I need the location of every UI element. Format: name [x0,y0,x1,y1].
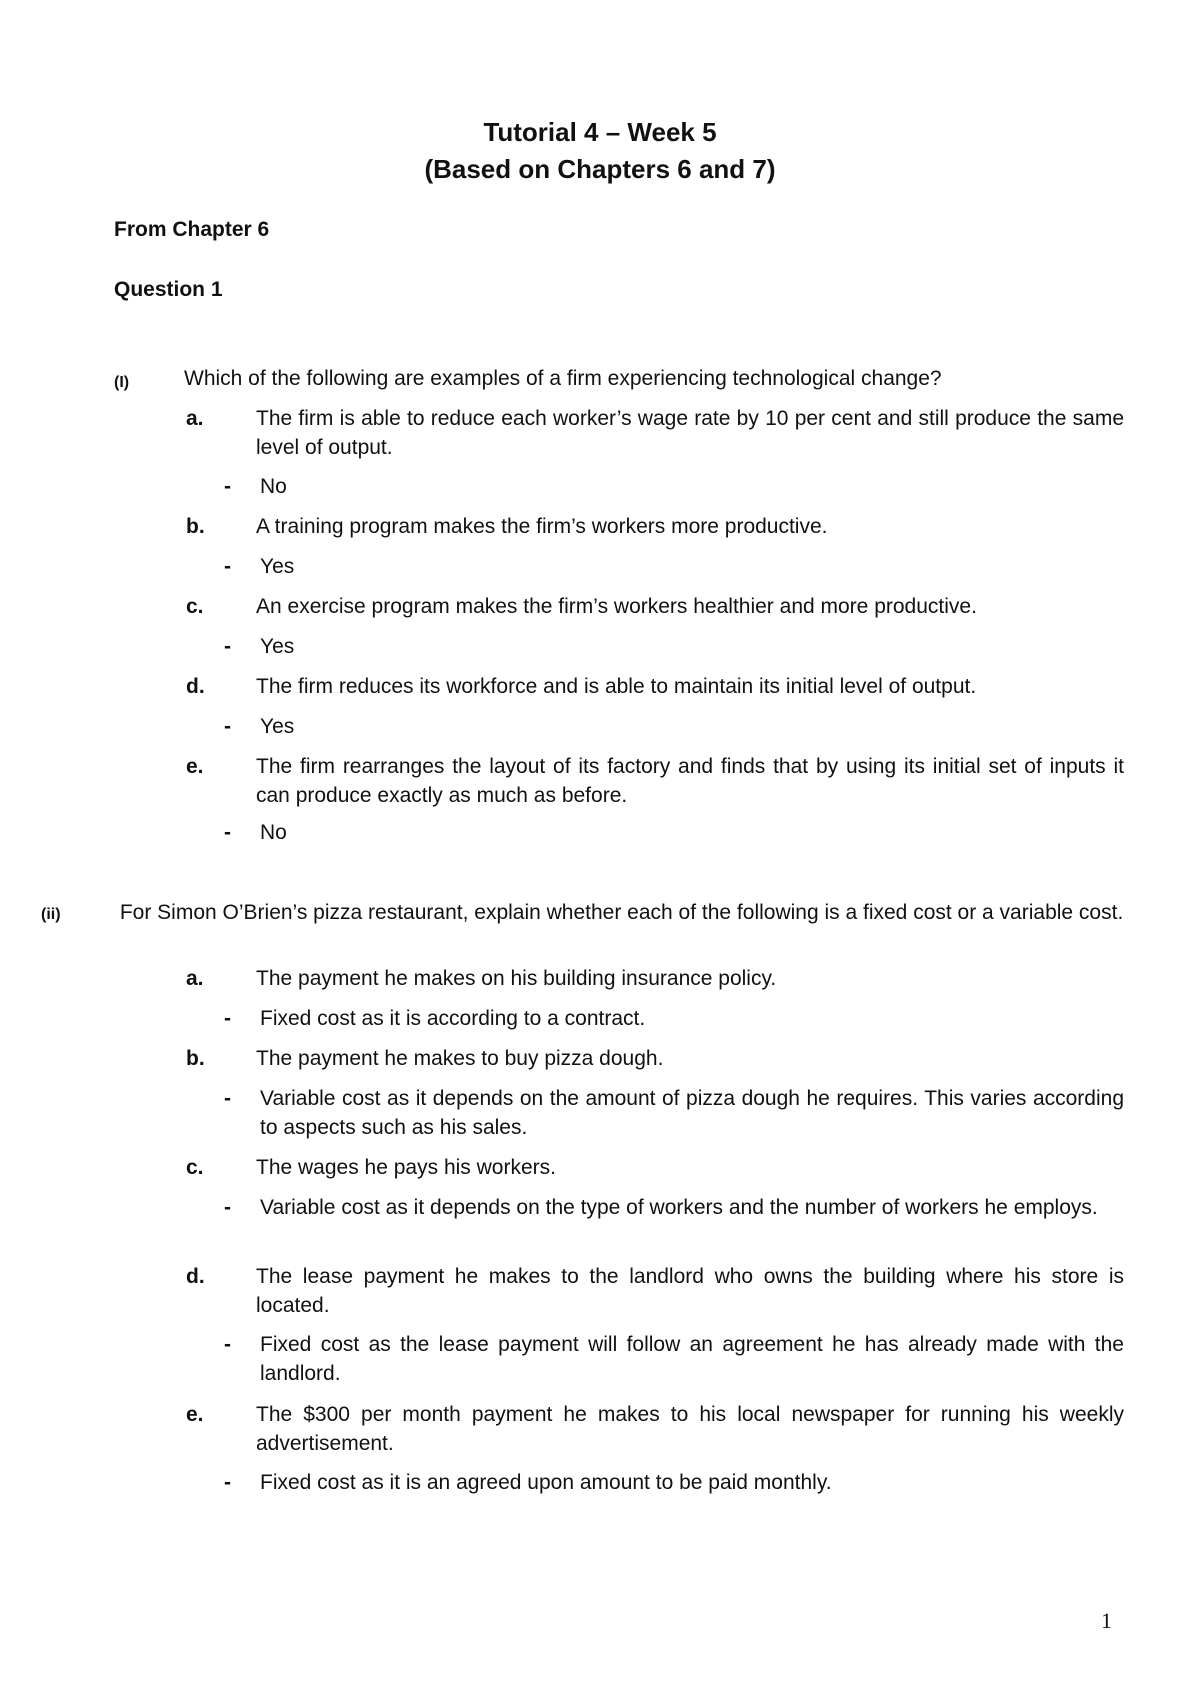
item-letter: a. [186,407,204,430]
part-i-prompt [114,364,1114,393]
answer-dash: - [224,1333,231,1356]
part-ii-answer-c [224,1193,1124,1222]
item-text: The wages he pays his workers. [256,1156,556,1179]
item-text: The firm reduces its workforce and is able to maintain its initial level of output. [256,675,977,698]
part-i-answer-c [224,632,1124,661]
part-ii-answer-b [224,1084,1124,1142]
part-i-answer-a [224,472,1124,501]
answer-dash: - [224,1007,231,1030]
item-letter: b. [186,515,205,538]
title-block [0,114,1200,188]
item-text: The firm rearranges the layout of its factory and finds that by using its initial set of inputs it can produce exactly as much as before. [256,755,1124,807]
item-letter: a. [186,967,204,990]
item-letter: d. [186,675,205,698]
answer-text: Fixed cost as it is according to a contract. [260,1007,646,1030]
item-letter: e. [186,1403,204,1426]
page-title: Tutorial 4 – Week 5 [483,117,717,147]
answer-text: Yes [260,715,295,738]
page-number: 1 [1101,1608,1112,1633]
part-ii-item-a [186,964,1124,993]
part-ii-item-e [186,1400,1124,1458]
answer-text: Fixed cost as it is an agreed upon amount to be paid monthly. [260,1471,832,1494]
item-text: The firm is able to reduce each worker’s wage rate by 10 per cent and still produce the same level of output. [256,407,1124,459]
part-i-item-a [186,404,1124,462]
answer-text: Yes [260,555,295,578]
item-letter: d. [186,1265,205,1288]
question-heading: Question 1 [114,278,223,301]
part-ii-item-c [186,1153,1124,1182]
item-text: The payment he makes to buy pizza dough. [256,1047,664,1070]
part-ii-prompt [41,898,1124,929]
page-subtitle: (Based on Chapters 6 and 7) [424,154,776,184]
part-i-answer-b [224,552,1124,581]
answer-text: Variable cost as it depends on the amount of pizza dough he requires. This varies according to aspects such as his sales. [260,1087,1124,1139]
part-i-item-b [186,512,1124,541]
answer-dash: - [224,1087,231,1110]
item-letter: c. [186,595,204,618]
part-ii-answer-e [224,1468,1124,1497]
section-heading: From Chapter 6 [114,218,270,241]
answer-text: Yes [260,635,295,658]
item-text: An exercise program makes the firm’s workers healthier and more productive. [256,595,977,618]
part-ii-answer-a [224,1004,1124,1033]
item-text: The $300 per month payment he makes to his local newspaper for running his weekly advertisement. [256,1403,1124,1455]
part-i-item-e [186,752,1124,810]
part-ii-item-b [186,1044,1124,1073]
answer-text: No [260,821,287,844]
answer-dash: - [224,475,231,498]
part-ii-answer-d [224,1330,1124,1388]
answer-text: Fixed cost as the lease payment will follow an agreement he has already made with the landlord. [260,1333,1124,1385]
part-i-answer-e [224,818,1124,847]
answer-text: Variable cost as it depends on the type of workers and the number of workers he employs. [260,1196,1098,1219]
part-ii-item-d [186,1262,1124,1320]
item-letter: c. [186,1156,204,1179]
answer-dash: - [224,635,231,658]
item-letter: e. [186,755,204,778]
answer-dash: - [224,1471,231,1494]
part-i-item-d [186,672,1124,701]
answer-dash: - [224,1196,231,1219]
part-ii-prompt-text: For Simon O’Brien’s pizza restaurant, explain whether each of the following is a fixed cost or a variable cost. [119,901,1124,924]
part-i-prompt-text: Which of the following are examples of a firm experiencing technological change? [184,367,942,390]
answer-text: No [260,475,287,498]
answer-dash: - [224,555,231,578]
item-text: A training program makes the firm’s workers more productive. [256,515,828,538]
part-i-answer-d [224,712,1124,741]
item-letter: b. [186,1047,205,1070]
item-text: The payment he makes on his building insurance policy. [256,967,777,990]
answer-dash: - [224,715,231,738]
part-i-label: (I) [114,374,130,391]
part-i-item-c [186,592,1124,621]
item-text: The lease payment he makes to the landlord who owns the building where his store is located. [256,1265,1124,1317]
part-ii-prompt-block: (ii) For Simon O’Brien’s pizza restaurant, explain whether each of the following is a fixed cost or a variable cost. [41,901,1124,924]
answer-dash: - [224,821,231,844]
